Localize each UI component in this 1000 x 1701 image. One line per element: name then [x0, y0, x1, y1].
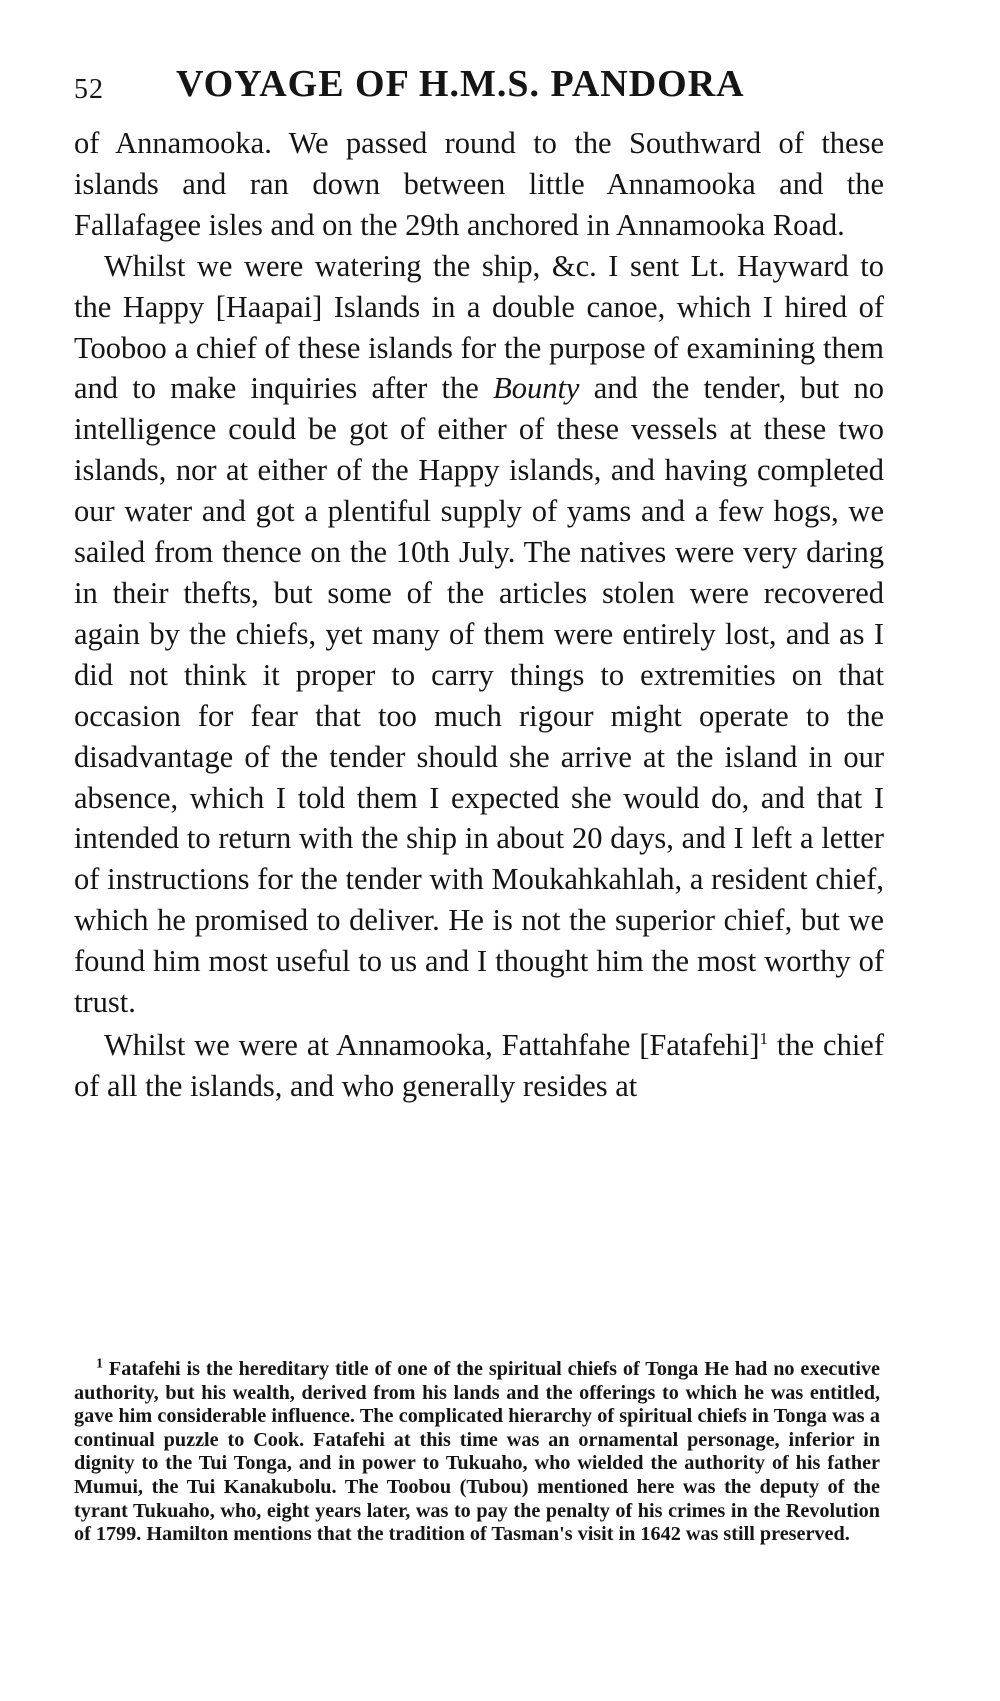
footnotes — [74, 1358, 880, 1547]
footnote-1-text: Fatafehi is the hereditary title of one of the spiritual chiefs of Tonga He had no executive authority, but his wealth, derived from his lands and the offerings to which he was entitled, gave him considerable influence. The complicated hierarchy of spiritual chiefs in Tonga was a continual puzzle to Cook. Fatafehi at this time was an ornamental personage, inferior in dignity to the Tui Tonga, and in power to Tukuaho, who wielded the authority of his father Mumui, the Tui Kanakubolu. The Toobou (Tubou) mentioned here was the deputy of the tyrant Tukuaho, who, eight years later, was to pay the penalty of his crimes in the Revolution of 1799. Hamilton mentions that the tradition of Tasman's visit in 1642 was still preserved. — [74, 1358, 880, 1546]
footnote-reference: 1 — [759, 1028, 768, 1048]
paragraph-1 — [74, 123, 884, 246]
paragraph-3-text-end: the chief of all the islands, and who generally resides at — [74, 1027, 885, 1103]
paragraph-3-text-start: Whilst we were at Annamooka, Fattahfahe [Fatafehi] — [104, 1027, 760, 1062]
page-header — [74, 62, 874, 112]
paragraph-2-text-end: and the tender, but no intelligence could be got of either of these vessels at these two islands, nor at either of the Happy islands, and having completed our water and got a plentiful supply of yams and a few hogs, we sailed from thence on the 10th July. The natives were very daring in their thefts, but some of the articles stolen were recovered again by the chiefs, yet many of them were entirely lost, and as I did not think it proper to carry things to extremities on that occasion for fear that too much rigour might operate to the disadvantage of the tender should she arrive at the island in our absence, which I told them I expected she would do, and that I intended to return with the ship in about 20 days, and I left a letter of instructions for the tender with Moukahkahlah, a resident chief, which he promised to deliver. He is not the superior chief, but we found him most useful to us and I thought him the most worthy of trust. — [74, 371, 885, 1020]
paragraph-1-text: of Annamooka. We passed round to the Southward of these islands and ran down between little Annamooka and the Fallafagee isles and on the 29th anchored in Annamooka Road. — [74, 126, 884, 242]
footnote-marker: 1 — [96, 1356, 103, 1372]
running-head: VOYAGE OF H.M.S. PANDORA — [176, 63, 745, 105]
paragraph-2-text-start: Whilst we were watering the ship, &c. I sent Lt. Hayward to the Happy [Haapai] Islands in a double canoe, which I hired of Tooboo a chief of these islands for the purpose of examining them and to make inquiries after the — [74, 248, 884, 406]
paragraph-2 — [74, 246, 884, 1023]
paragraph-3 — [74, 1025, 884, 1107]
page-number: 52 — [74, 74, 104, 105]
ship-name-bounty: Bounty — [493, 371, 580, 406]
footnote-1 — [74, 1358, 880, 1547]
body-text — [74, 123, 884, 1107]
